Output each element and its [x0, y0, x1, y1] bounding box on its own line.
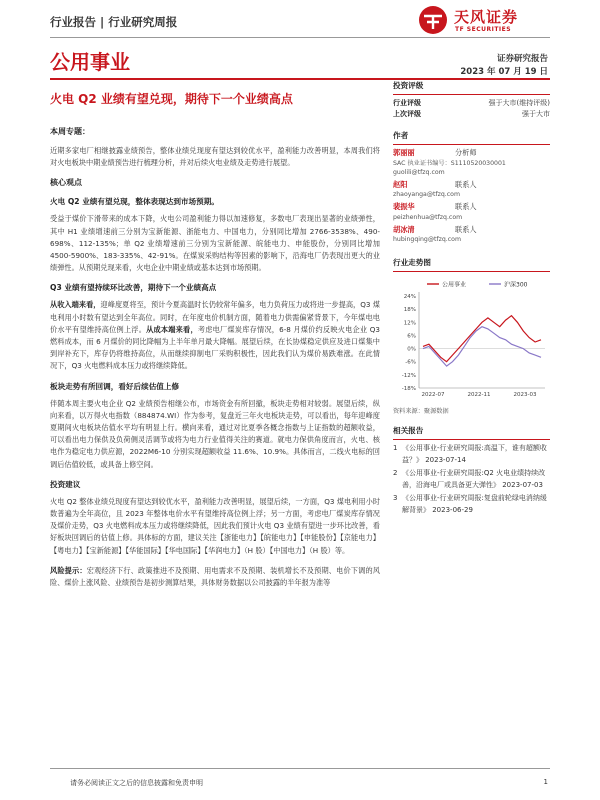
author-name: 胡冰清: [393, 224, 415, 234]
x-tick-label: 2023-03: [513, 392, 537, 398]
series-line-csi300: [423, 327, 541, 366]
author-role: 联系人: [455, 179, 477, 189]
y-tick-label: 12%: [403, 320, 416, 327]
legend-label: 沪深300: [504, 281, 528, 289]
y-tick-label: 24%: [403, 294, 416, 300]
investment-advice-heading: 投资建议: [50, 479, 81, 489]
author-entry: [393, 180, 550, 200]
related-report-item[interactable]: [393, 443, 550, 466]
y-tick-label: -18%: [401, 386, 416, 392]
report-category: 行业报告 | 行业研究周报: [50, 15, 178, 29]
author-entry: [393, 225, 550, 245]
related-report-number: 2: [393, 469, 398, 477]
cost-text: 考虑电厂煤炭库存情况，6-8 月煤价约反映火电企业 Q3 燃料成本，而 6 月煤价的同比降幅为上半年单月最大降幅。展望后续，在长协煤稳定供应及进口煤集中到岸补充下，库存仍将维持高位，从而继续抑制电厂采购积极性，因此我们认为煤价易跌难涨。在此情况下，Q3 火电燃料成本压力或将继续降低。: [50, 324, 380, 371]
author-sac: SAC 执业证书编号：S1110520030001: [393, 159, 506, 167]
industry-name: 公用事业: [50, 50, 130, 74]
main-column: [50, 126, 380, 597]
section1-heading: 火电 Q2 业绩有望兑现，整体表现达到市场预期。: [50, 197, 219, 207]
related-report-text[interactable]: 《公用事业-行业研究周报:复盘前轮绿电消纳缓解背景》 2023-06-29: [402, 494, 547, 514]
chart-source: 资料来源：聚源数据: [393, 408, 449, 415]
previous-rating-value: 强于大市: [522, 110, 550, 118]
tf-logo-icon: [418, 5, 448, 35]
cost-lead: 从成本端来看，: [146, 324, 198, 334]
footer-divider: [50, 768, 550, 769]
author-name: 郭丽丽: [393, 148, 415, 157]
investment-advice-text: 火电 Q2 整体业绩兑现度有望达到较优水平，盈利能力改善明显，展望后续，一方面，Q3 煤电利用小时数普遍为全年高位，且 2023 年整体电价水平有望维持高位例上浮；另一方面，考虑电厂煤炭库存情况及煤价走势，Q3 火电燃料成本压力或将继续降低，因此我们预计火电 Q3 业绩有望进一步环比改善，看好板块回调后的估值上修。具体标的方面，建议关注【浙能电力】【皖能电力】【申能股份】【京能电力】【粤电力】【宝新能源】【华能国际】【华电国际】【华润电力】（H 股）【中国电力】（H 股）等。: [50, 496, 380, 555]
author-name: 赵阳: [393, 179, 408, 189]
section1-text: 受益于煤价下滑带来的成本下降，火电公司盈利能力得以加速修复，多数电厂表现出显著的业绩弹性，其中 H1 业绩增速前三分别为宝新能源、浙能电力、中国电力，分别同比增加 2766-3538%、490-698%、112-135%；单 Q2 业绩增速前三分别为宝新能源、皖能电力、申能股份，分别同比增加 4500-5900%、183-335%、42-91%。在煤炭采购结构等因素的影响下，沿海电厂仍表现出更大的业绩弹性。从预期兑现来看，火电企业中期业绩或基本达到市场预期。: [50, 214, 380, 273]
risk-lead: 风险提示：: [50, 565, 87, 575]
week-topic-text: 近期多家电厂相继披露业绩预告，整体业绩兑现度有望达到较优水平，盈利能力改善明显，本周我们将对火电板块中期业绩预告进行梳理分析，并对后续火电业绩及走势进行展望。: [50, 146, 380, 168]
author-email[interactable]: zhaoyanga@tfzq.com: [393, 191, 460, 198]
rating-label: 行业评级: [393, 99, 421, 107]
core-view-heading: 核心观点: [50, 178, 82, 188]
trend-chart-heading: 行业走势图: [393, 255, 550, 272]
side-column: [393, 78, 550, 518]
brand-logo: [418, 2, 548, 38]
logo-text-cn: 天风证券: [454, 8, 519, 26]
y-tick-label: 6%: [407, 333, 416, 340]
y-tick-label: 0%: [407, 346, 416, 353]
logo-text-en: TF SECURITIES: [455, 26, 512, 33]
report-type: 证券研究报告: [496, 54, 548, 64]
series-line-utilities: [423, 316, 541, 362]
related-report-number: 3: [393, 494, 398, 502]
section3-heading: 板块走势有所回调，看好后续估值上修: [50, 381, 180, 391]
footer-disclaimer: 请务必阅读正文之后的信息披露和免责申明: [70, 779, 203, 787]
x-tick-label: 2022-11: [467, 392, 491, 398]
related-report-item[interactable]: [393, 493, 550, 516]
industry-rating-row: [393, 98, 550, 109]
author-entry: [393, 148, 550, 177]
report-date: 2023 年 07 月 19 日: [460, 67, 548, 77]
author-role: 分析师: [455, 148, 477, 157]
revenue-lead: 从收入端来看，: [50, 300, 101, 310]
x-tick-label: 2022-07: [421, 392, 445, 398]
author-email[interactable]: hubingqing@tfzq.com: [393, 236, 461, 243]
related-report-item[interactable]: [393, 468, 550, 491]
legend-label: 公用事业: [442, 281, 467, 289]
risk-text: 宏观经济下行、政策推进不及预期、用电需求不及预期、装机增长不及预期、电价下调的风险、煤价上涨风险、业绩预告是初步测算结果，具体财务数据以公司披露的半年报为准等: [50, 565, 380, 588]
page-number: 1: [543, 778, 548, 786]
section3-text: 伴随本周主要火电企业 Q2 业绩预告相继公布，市场资金有所回撤，板块走势相对较弱。展望后续，纵向来看，以万得火电指数（884874.WI）作为参考，复盘近三年火电板块走势，可以看出，每年迎峰度夏期间火电板块估值水平均有明显上行。横向来看，通过对比夏季各概念指数与上证指数的超额收益，可以看出电力保供及负荷侧灵活调节或将为电力行业值得关注的赛道。就电力保供角度而言，火电、核电作为稳定电力供应源，2022M6-10 分别实现超额收益 11.6%、10.9%。具体而言，二线火电标的回调后估值较低，或具备上修空间。: [50, 398, 380, 469]
related-reports-heading: 相关报告: [393, 423, 550, 440]
report-title: 火电 Q2 业绩有望兑现，期待下一个业绩高点: [50, 92, 293, 106]
y-tick-label: 18%: [403, 307, 416, 314]
author-name: 裴振华: [393, 202, 415, 211]
author-role: 联系人: [455, 224, 477, 234]
trend-chart-svg: [393, 276, 550, 404]
rating-value: 强于大市(维持评级): [488, 99, 550, 107]
header-divider: [50, 37, 550, 38]
author-role: 联系人: [455, 202, 477, 211]
author-email[interactable]: guolili@tfzq.com: [393, 168, 445, 176]
related-report-text[interactable]: 《公用事业-行业研究周报:高温下，谁有超额收益？》 2023-07-14: [402, 444, 547, 464]
related-report-number: 1: [393, 444, 398, 452]
risk-warning: [50, 565, 380, 589]
y-tick-label: -6%: [405, 359, 416, 366]
related-report-text[interactable]: 《公用事业-行业研究周报:Q2 火电业绩持续改善，沿海电厂或具备更大弹性》 2023-07-03: [402, 469, 546, 489]
revenue-text: 迎峰度夏将至，预计今夏高温时长仍较常年偏多，电力负荷压力或将进一步提高，Q3 煤电利用小时数有望达到全年高位。同时，在年度电价机制方面，随着电力供需偏紧背景下，今年煤电电价水平有望维持高位例上浮。: [50, 300, 380, 334]
week-topic-heading: 本周专题：: [50, 127, 90, 136]
section2-heading: Q3 业绩有望持续环比改善，期待下一个业绩高点: [50, 283, 217, 293]
authors-heading: 作者: [393, 128, 550, 145]
author-email[interactable]: peizhenhua@tfzq.com: [393, 213, 463, 221]
section2-text: [50, 299, 380, 372]
author-entry: [393, 202, 550, 222]
previous-rating-row: [393, 109, 550, 120]
previous-rating-label: 上次评级: [393, 110, 421, 118]
trend-chart: [393, 276, 550, 404]
y-tick-label: -12%: [401, 372, 416, 379]
rating-heading: 投资评级: [393, 78, 550, 95]
